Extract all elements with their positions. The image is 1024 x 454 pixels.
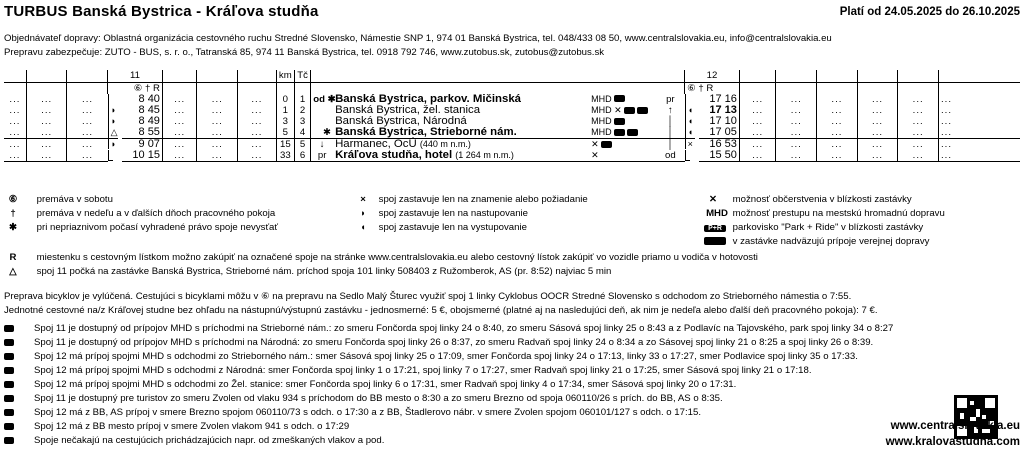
- altitude: (1 264 m n.m.): [455, 149, 514, 160]
- legend-item: v zastávke nadväzujú prípoje verejnej dopravy: [704, 236, 929, 247]
- stop-amenities: MHD ✕: [591, 104, 622, 115]
- connection-item: Spoj 11 je dostupný od prípojov MHD s príchodmi na Národná: zo smeru Fončorda spoj linky 26 o 8:37, zo smeru Radvaň spoj linky 24 o 8:34 a zo Sásovej spoj linky 21 o 8:25 a spoj linky 26 o 8:39.: [4, 337, 873, 348]
- arrival-time: 15 50: [699, 150, 740, 162]
- alighting-only-icon: ◖: [360, 222, 366, 233]
- legend-item: △ spoj 11 počká na zastávke Banská Bystrica, Strieborné nám. príchod spoja 101 linky 508403 z Ružomberok, AS (pr. 8:52) najviac 5 min: [4, 266, 611, 277]
- stop-marker: [108, 94, 113, 105]
- bus-icon: [4, 367, 14, 374]
- bus-icon: [614, 129, 625, 136]
- bus-icon: [4, 339, 14, 346]
- tc-value: 4: [294, 127, 310, 139]
- boarding-only-icon: ◗: [360, 208, 366, 219]
- km-value: 33: [276, 150, 294, 162]
- refreshment-icon: ✕: [591, 138, 599, 149]
- departure-time: 9 07: [122, 138, 163, 150]
- validity-label: Platí od 24.05.2025 do 26.10.2025: [839, 6, 1020, 18]
- train-bus-icon: [4, 437, 14, 444]
- saturday-icon: ⑥: [8, 194, 18, 205]
- tc-value: 5: [294, 138, 310, 150]
- alighting-only-icon: ◖: [685, 127, 695, 138]
- timetable-row: ... ... ... ◗ 9 07 ... ... ... 15 5 ↓ Harmanec, OcÚ (440 m n.m.) ✕ │ × 16 53 ... ... ... ... ... ...: [4, 138, 1020, 150]
- direction-line: │: [667, 115, 674, 127]
- request-stop-icon: ×: [685, 138, 695, 149]
- km-value: 15: [276, 138, 294, 150]
- direction-arrow-up-icon: ↑: [667, 104, 673, 116]
- connection-item: Spoj 12 má prípoj spojmi MHD s odchodmi zo Žel. stanice: smer Fončorda spoj linky 6 o 17:31, smer Radvaň spoj linky 4 o 17:34, smer Sásová spoj linky 20 o 17:31.: [4, 379, 736, 390]
- timetable-row: ... ... ... 10 15 ... ... ... 33 6 pr Kráľova studňa, hotel (1 264 m n.m.) ✕ od 15 50 ... ... ... ... ... ...: [4, 150, 1020, 162]
- stop-name: Banská Bystrica, Strieborné nám.: [335, 125, 517, 138]
- stop-prefix: od ✱: [311, 94, 333, 105]
- arrival-time: 16 53: [699, 138, 740, 150]
- mhd-icon: MHD: [706, 208, 728, 219]
- stop-name: Banská Bystrica, Národná: [335, 114, 467, 127]
- tc-header: Tč: [294, 70, 310, 82]
- stop-amenities: MHD: [591, 115, 612, 126]
- refreshment-icon: ✕: [589, 150, 656, 162]
- header: [4, 3, 1020, 23]
- qr-code-icon: [954, 395, 998, 439]
- trip-number-right: 12: [685, 70, 740, 82]
- orderer-info: Objednávateľ dopravy: Oblastná organizácia cestovného ruchu Stredné Slovensko, Námestie SNP 1, 974 01 Banská Bystrica, tel. 048/433 08 50, www.centralslovakia.eu, info@centralslovakia.eu: [4, 33, 832, 44]
- arrival-time: 17 10: [709, 114, 737, 127]
- dots-cell: ...: [9, 93, 21, 105]
- website-link[interactable]: www.centralslovakia.eu: [890, 420, 1020, 432]
- alighting-only-icon: ◖: [685, 116, 695, 127]
- legend-item: × spoj zastavuje len na znamenie alebo požiadanie: [354, 194, 588, 205]
- departure-time: 8 40: [138, 92, 160, 105]
- stop-amenities: MHD: [591, 93, 612, 104]
- train-icon: [637, 107, 648, 114]
- request-stop-icon: ×: [360, 194, 366, 205]
- connection-item: Spoj 12 má z BB, AS prípoj v smere Brezno spojom 060110/73 s odch. o 17:30 a z BB, Štadlerovo nábr. v smere Zvolen spojom 060101/127 s odch. o 17:15.: [4, 407, 701, 418]
- stop-prefix: pr: [311, 150, 333, 162]
- legend-item: P+R parkovisko "Park + Ride" v blízkosti zastávky: [704, 222, 923, 233]
- stop-amenities: MHD: [591, 126, 612, 137]
- trip-flags-left: ⑥ † R: [108, 82, 163, 94]
- tc-value: 6: [294, 150, 310, 162]
- train-icon: [4, 395, 14, 402]
- stop-name: Kráľova studňa, hotel (1 264 m n.m.): [333, 150, 589, 162]
- page-title: TURBUS Banská Bystrica - Kráľova studňa: [4, 3, 319, 20]
- legend-item: ◗ spoj zastavuje len na nastupovanie: [354, 208, 528, 219]
- km-value: 0: [276, 94, 294, 105]
- arrival-time: 17 05: [709, 125, 737, 138]
- legend-item: ⑥ premáva v sobotu: [4, 194, 113, 205]
- legend-item: R miestenku s cestovným lístkom možno zakúpiť na označené spoje na stránke www.centralslovakia.eu alebo cestovný lístok zakúpiť vo vozidle priamo u vodiča v hotovosti: [4, 252, 758, 263]
- waits-icon: △: [9, 266, 17, 277]
- boarding-only-icon: ◗: [108, 138, 118, 149]
- km-value: 3: [276, 116, 294, 127]
- altitude: (440 m n.m.): [419, 138, 471, 149]
- direction-line: │: [667, 126, 674, 138]
- timetable-row: ... ... ... 8 40 ... ... ... 0 1 od ✱ Banská Bystrica, parkov. Mičinská MHD pr 17 16 ... ... ... ... ... ...: [4, 94, 1020, 105]
- website-link[interactable]: www.kralovastudna.com: [885, 436, 1020, 448]
- trip-number-left: 11: [108, 70, 163, 82]
- boarding-only-icon: ◗: [108, 116, 118, 127]
- departure-time: 8 49: [138, 114, 160, 127]
- train-icon: [627, 129, 638, 136]
- stop-name: Harmanec, OcÚ (440 m n.m.): [333, 138, 589, 150]
- bus-icon: [4, 381, 14, 388]
- bicycle-note: Preprava bicyklov je vylúčená. Cestujúci s bicyklami môžu v ⑥ na prepravu na Sedlo Malý Šturec využiť spoj 1 linky Cyklobus OOCR Stredné Slovensko s odchodom zo Strieborného námestia o 7:55.: [4, 291, 852, 302]
- timetable-row: ... ... ... ◗ 8 49 ... ... ... 3 3 Banská Bystrica, Národná MHD │ ◖ 17 10 ... ... ... ... ... ...: [4, 116, 1020, 127]
- legend-item: ◖ spoj zastavuje len na vystupovanie: [354, 222, 527, 233]
- km-header: km: [276, 70, 294, 82]
- weather-icon: ✱: [8, 222, 18, 233]
- train-icon: [4, 423, 14, 430]
- arrival-time: 17 16: [709, 92, 737, 105]
- tc-value: 3: [294, 116, 310, 127]
- legend-item: MHD možnosť prestupu na mestskú hromadnú dopravu: [704, 208, 945, 219]
- connection-item: Spoj 12 má prípoj spojmi MHD s odchodmi zo Strieborného nám.: smer Sásová spoj linky 25 o 17:09, smer Fončorda spoj linky 24 o 17:13, linky 33 o 17:27, smer Podlavice spoj linky 35 o 17:33.: [4, 351, 858, 362]
- stop-note: pr: [666, 93, 675, 105]
- connection-item: Spoj 12 má prípoj spojmi MHD s odchodmi z Národná: smer Fončorda spoj linky 1 o 17:21, spoj linky 7 o 17:27, smer Radvaň spoj linky 21 o 17:25, smer Sásová spoj linky 21 o 17:18.: [4, 365, 812, 376]
- stop-note: od: [656, 150, 684, 162]
- bus-icon: [4, 409, 14, 416]
- legend-item: ✱ pri nepriaznivom počasí vyhradené právo spoje nevysťať: [4, 222, 278, 233]
- timetable-row: ... ... ... ◗ 8 45 ... ... ... 1 2 Banská Bystrica, žel. stanica MHD ✕ ↑ ◖ 17 13 ... ... ... ... ... ...: [4, 105, 1020, 116]
- alighting-only-icon: ◖: [685, 105, 695, 116]
- stop-name: Banská Bystrica, parkov. Mičinská: [335, 92, 521, 105]
- sunday-icon: †: [10, 208, 16, 219]
- legend-item: † premáva v nedeľu a v ďalších dňoch pracovného pokoja: [4, 208, 275, 219]
- transfer-icon: [704, 237, 726, 245]
- connection-item: Spoj 12 má z BB mesto prípoj v smere Zvolen vlakom 941 s odch. o 17:29: [4, 421, 349, 432]
- connection-item: Spoje nečakajú na cestujúcich prichádzajúcich napr. od zmeškaných vlakov a pod.: [4, 435, 384, 446]
- timetable-row: ... ... ... △ 8 55 ... ... ... 5 4 ✱ Banská Bystrica, Strieborné nám. MHD │ ◖ 17 05 ... ... ... ... ... ...: [4, 127, 1020, 139]
- departure-time: 8 45: [138, 103, 160, 116]
- park-ride-icon: [614, 95, 625, 102]
- connection-item: Spoj 11 je dostupný od prípojov MHD s príchodmi na Strieborné nám.: zo smeru Fončorda spoj linky 24 o 8:40, zo smeru Sásová spoj linky 25 o 8:43 a z Podlavíc na Tajovského, park spoj linky 34 o 8:27: [4, 323, 893, 334]
- bus-icon: [4, 325, 14, 332]
- direction-line: │: [656, 138, 684, 150]
- tc-value: 1: [294, 94, 310, 105]
- trip-flags-right: ⑥ † R: [685, 82, 740, 94]
- reservation-icon: R: [9, 252, 17, 263]
- legend-item: ✕ možnosť občerstvenia v blízkosti zastávky: [704, 194, 912, 205]
- bus-icon: [614, 118, 625, 125]
- operator-info: Prepravu zabezpečuje: ZUTO - BUS, s. r. o., Tatranská 85, 974 11 Banská Bystrica, tel. 0918 792 746, www.zutobus.sk, zutobus@zutobus.sk: [4, 47, 605, 58]
- departure-time: 8 55: [138, 125, 160, 138]
- km-value: 5: [276, 127, 294, 139]
- bus-icon: [4, 353, 14, 360]
- departure-time: 10 15: [122, 150, 163, 162]
- arrival-time: 17 13: [709, 103, 737, 116]
- stop-name: Banská Bystrica, žel. stanica: [335, 103, 481, 116]
- connection-item: Spoj 11 je dostupný pre turistov zo smeru Zvolen od vlaku 934 s príchodom do BB mesto o 8:30 a zo smeru Brezno od spoja 060110/26 s prích. do BB, AS o 8:35.: [4, 393, 723, 404]
- km-value: 1: [276, 105, 294, 116]
- direction-arrow-down-icon: ↓: [311, 138, 333, 150]
- waits-icon: △: [108, 127, 120, 138]
- bus-icon: [624, 107, 635, 114]
- refreshment-icon: ✕: [708, 194, 718, 205]
- park-ride-icon: P+R: [704, 225, 726, 232]
- weather-icon: ✱: [311, 127, 333, 139]
- timetable: [4, 70, 1020, 162]
- park-ride-icon: [601, 141, 612, 148]
- tc-value: 2: [294, 105, 310, 116]
- fare-note: Jednotné cestovné na/z Kráľovej studne bez ohľadu na nástupnú/výstupnú zastávku - jednosmerné: 5 €, obojsmerné (platné aj na nasledujúci deň, ak nim je nedeľa alebo ďalší deň pracovného pokoja): 7 €.: [4, 305, 878, 316]
- boarding-only-icon: ◗: [108, 105, 118, 116]
